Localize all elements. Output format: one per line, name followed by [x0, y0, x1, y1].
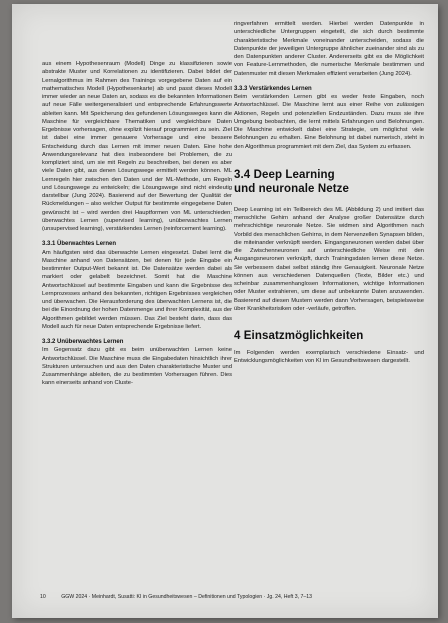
heading-3-3-2: 3.3.2 Unüberwachtes Lernen	[42, 339, 124, 346]
heading-4: 4 Einsatzmöglichkeiten	[234, 330, 364, 343]
paragraph-3-3-2: Im Gegensatz dazu gibt es beim unüberwachten Lernen keine Antwortschlüssel. Die Maschine muss die Eingabedaten hinsichtlich ihrer Strukturen untersuchen und aus den Daten charakteristische Muster und Zusammenhänge ableiten, die zu bestimmten Vorhersagen führen. Dies kann einerseits anhand von Cluste-	[42, 347, 232, 387]
paragraph-clustering: ringverfahren ermittelt werden. Hierbei werden Datenpunkte in unterschiedliche Untergruppen eingeteilt, die sich durch bestimmte charakteristische Merkmale voneinander unterscheiden, sodass die Datenpunkte der jeweiligen Untergruppe ähnlicher zueinander sind als zu den Datenpunkten anderer Cluster. Andererseits gibt es die Möglichkeit von Feature-Lernmethoden, die numerische Merkmale bestimmen und Datenmuster mit diesen Merkmalen effizient verarbeiten (Jung 2024).	[234, 21, 424, 77]
paragraph-4: Im Folgenden werden exemplarisch verschiedene Einsatz- und Entwicklungsmöglichkeiten von KI im Gesundheitswesen dargestellt.	[234, 350, 424, 365]
heading-3-4	[234, 168, 424, 196]
paragraph-3-3-1: Am häufigsten wird das überwachte Lernen eingesetzt. Dabei lernt die Maschine anhand von Datensätzen, bei denen für jede Eingabe ein bestimmter Output-Wert bekannt ist. Die Datensätze werden dabei als markiert oder gelabelt bezeichnet. Somit hat die Maschine Antwortschlüssel auf bestimmte Eingaben und kann die Ergebnisse des Lernprozesses anhand des bekannten, richtigen Ergebnisses vergleichen und überwachen. Die Herausforderung des überwachten Lernens ist, die bei die Einordnung der hohen Datenmenge und ihrer Komplexität, aus der Algorithmen gebildet werden müssen. Das Ziel besteht darin, dass das Modell auch für neue Daten entsprechende Ergebnisse liefert.	[42, 249, 232, 330]
right-column	[234, 20, 424, 366]
heading-3-4-line-2: und neuronale Netze	[234, 182, 349, 195]
paragraph-3-3-3: Beim verstärkenden Lernen gibt es weder feste Eingaben, noch Antwortschlüssel. Die Maschine lernt aus einer Reihe von zulässigen Aktionen, Regeln und potenziellen Endzuständen. Dazu muss sie ihre Umgebung beobachten, die lernt mittels Erfahrungen und Belohnungen. Die Maschine entwickelt dabei eine Strategie, um möglichst viele Belohnungen zu erhalten. Eine Belohnung ist dabei numerisch, steht in den Algorithmus programmiert mit dem Ziel, das System zu erfassen.	[234, 94, 424, 150]
page-number: 10	[40, 594, 46, 600]
heading-3-3-1: 3.3.1 Überwachtes Lernen	[42, 241, 117, 248]
page-footer	[40, 594, 420, 601]
footer-citation: GGW 2024 · Meinhardt, Susatti: KI in Gesundheitswesen – Definitionen und Typologien · Jg. 24, Heft 3, 7–13	[61, 594, 313, 600]
document-page	[12, 4, 438, 618]
heading-3-4-line-1: 3.4 Deep Learning	[234, 168, 335, 181]
left-column	[42, 60, 232, 388]
intro-paragraph: aus einem Hypothesenraum (Modell) Dinge zu klassifizieren sowie abstrakte Muster und Korrelationen zu identifizieren. Dabei bildet der Lernalgorithmus im Rahmen des Trainings vorgegebene Daten auf ein mathematisches Modell (Hypothesenkarte) ab und passt dieses Modell immer wieder an neue Daten an, sodass es die bekannten Informationen auf neue Fälle weitergeneralisiert und entsprechende Erfahrungswerte ableiten kann. Mit Speicherung des gefundenen Lösungsweges kann die Maschine für vergleichbare Thematiken und vergleichbare Daten Ergebnisse vorhersagen, ohne explizit hierauf programmiert zu sein. Ziel ist dabei eine immer genauere Vorhersage und eine bessere Entscheidung durch das Lernen mit immer neuen Daten. Eine hohe Anwendungsrelevanz hat dies insbesondere bei Problemen, die zu kompliziert sind, um sie mit Regeln zu beschreiben, bei denen es aber viele Daten gibt, aus denen Lösungswege ermittelt werden können. ML Lernregeln hier zwischen den Daten und der ML-Methode, um Regeln und Lösungswege zu entwickeln; die Lösungswege sind nicht eindeutig darstellbar (Jung 2024). Basierend auf der Bewertung der Qualität der Rückmeldungen – also welcher Output für bestimmte eingegebene Daten gewünscht ist – wird werden drei Hauptformen von ML unterschieden: überwachtes Lernen (supervised learning), unüberwachtes Lernen (unsupervised learning), verstärkendes Lernen (reinforcement learning).	[42, 61, 232, 232]
paragraph-3-4: Deep Learning ist ein Teilbereich des ML (Abbildung 2) und imitiert das menschliche Gehirn anhand der Analyse großer Datensätze durch mehrschichtige neuronale Netze. Sie widmen sind Algorithmen nach Vorbild des menschlichen Gehirns, in dem Nervenzellen Synapsen bilden, die miteinander verknüpft werden. Eingangsneuronen werden dabei über die Zwischenneuronen auf unterschiedliche Weise mit den Ausgangsneuronen verknüpft, durch Trainingsdaten lernen diese Netze. Sie verbessern dabei selbst ständig ihre Genauigkeit. Neuronale Netze können aus verschiedenen Datenquellen (Texte, Bilder etc.) und scheinbar zusammenhanglosen Informationen, wichtige Informationen oder Muster extrahieren, um diese auf unbekannte Daten anzuwenden. Basierend auf diesen Mustern werden dann Vorhersagen, beispielsweise über Krankheitsrisiken oder -verläufe, getroffen.	[234, 206, 424, 312]
heading-3-3-3: 3.3.3 Verstärkendes Lernen	[234, 85, 312, 92]
